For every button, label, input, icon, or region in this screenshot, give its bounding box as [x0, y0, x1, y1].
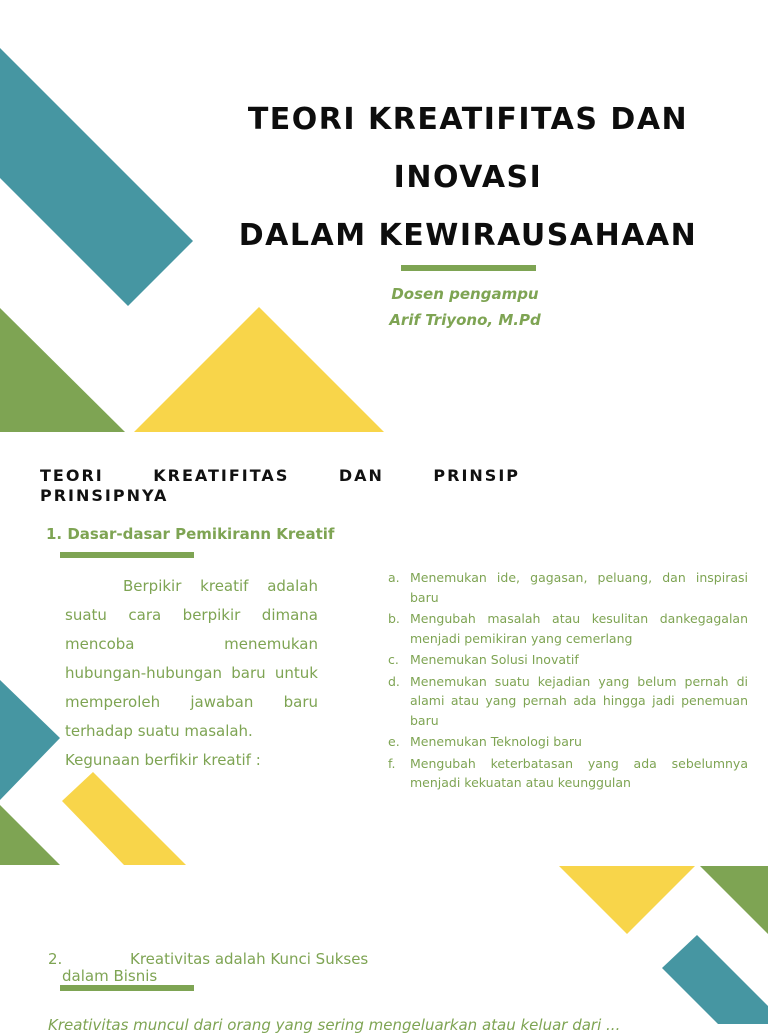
list-marker: f.: [388, 755, 396, 771]
heading-word: KREATIFITAS: [153, 466, 290, 485]
body-text-cut: Kreativitas muncul dari orang yang sering mengeluarkan atau keluar dari ...: [48, 1016, 621, 1034]
lecturer-name: Arif Triyono, M.Pd: [389, 311, 541, 329]
title-line-3: DALAM KEWIRAUSAHAAN: [238, 218, 698, 253]
list-text: Mengubah masalah atau kesulitan dankegagalan menjadi pemikiran yang cemerlang: [410, 611, 748, 646]
usage-label: Kegunaan berfikir kreatif :: [65, 751, 261, 769]
title-underline: [401, 265, 536, 271]
heading-line-2: PRINSIPNYA: [40, 486, 169, 505]
list-text: Menemukan suatu kejadian yang belum pernah di alami atau yang pernah ada hingga jadi penemuan baru: [410, 673, 748, 728]
green-triangle: [0, 805, 60, 865]
section-title-continued: dalam Bisnis: [62, 967, 158, 985]
list-text: Menemukan Solusi Inovatif: [410, 652, 579, 667]
list-item: [388, 754, 748, 793]
paragraph-text: Berpikir kreatif adalah suatu cara berpikir dimana mencoba menemukan hubungan-hubungan baru untuk memperoleh jawaban baru terhadap suatu masalah.: [65, 577, 318, 740]
green-triangle: [0, 308, 125, 432]
list-item: [388, 568, 748, 607]
section-underline: [60, 985, 194, 991]
teal-diagonal-band: [0, 680, 60, 800]
section-underline: [60, 552, 194, 558]
heading-word: DAN: [338, 466, 384, 485]
list-item: [388, 732, 748, 752]
list-marker: c.: [388, 652, 399, 667]
list-text: Menemukan ide, gagasan, peluang, dan inspirasi baru: [410, 570, 748, 605]
list-marker: b.: [388, 611, 400, 626]
section-number: 2.: [48, 950, 63, 968]
list-text: Menemukan Teknologi baru: [410, 734, 582, 749]
list-item: [388, 609, 748, 648]
list-text: Mengubah keterbatasan yang ada sebelumnya menjadi kekuatan atau keunggulan: [410, 755, 748, 790]
green-triangle: [700, 866, 768, 934]
heading-word: PRINSIP: [433, 466, 520, 485]
lecturer-label: Dosen pengampu: [391, 285, 539, 303]
list-marker: a.: [388, 570, 400, 585]
list-item: [388, 672, 748, 731]
usage-list: [388, 568, 748, 795]
section-title: Kreativitas adalah Kunci Sukses: [130, 950, 369, 968]
heading-word: TEORI: [40, 466, 104, 485]
section-title: 1. Dasar-dasar Pemikirann Kreatif: [46, 525, 335, 543]
list-marker: d.: [388, 673, 400, 689]
teal-diagonal-band: [662, 935, 768, 1024]
slide-heading: [40, 466, 520, 506]
title-line-1: TEORI KREATIFITAS DAN: [247, 102, 689, 137]
yellow-diagonal-band: [62, 772, 186, 865]
list-item: [388, 650, 748, 670]
yellow-triangle: [559, 866, 695, 934]
definition-paragraph: [65, 572, 318, 775]
teal-diagonal-band: [0, 48, 193, 306]
title-line-2: INOVASI: [393, 160, 543, 195]
list-marker: e.: [388, 734, 400, 749]
